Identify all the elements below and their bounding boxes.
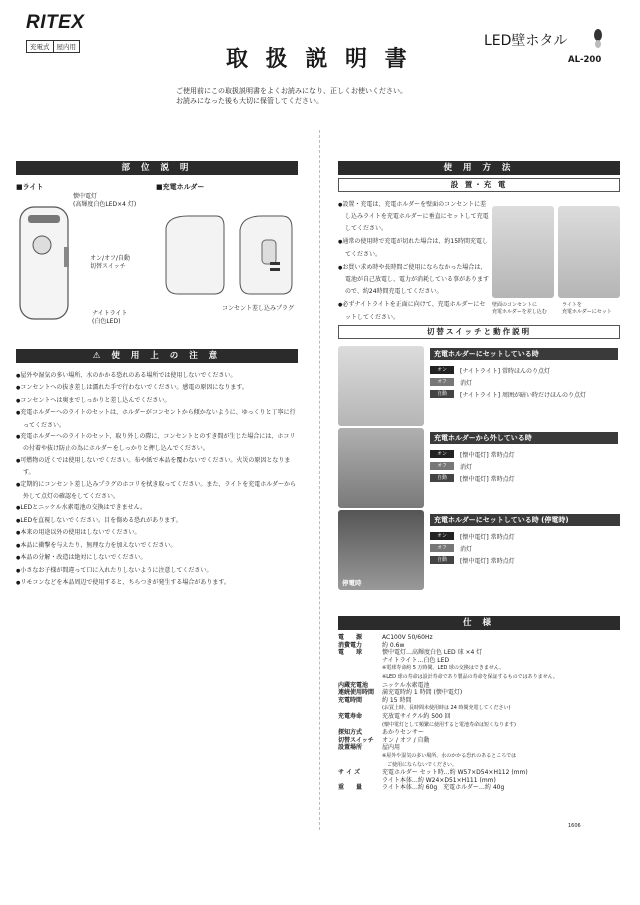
spec-row (338, 744, 620, 752)
document-title: 取 扱 説 明 書 (226, 47, 412, 72)
model-number: AL-200 (568, 55, 602, 65)
usage-section-header: 使 用 方 法 (338, 161, 620, 175)
mode-tag-off: オフ (430, 544, 454, 552)
spec-value: ※電球寿命約 5 万時間。LED 球の交換はできません。 (382, 665, 505, 672)
holder-label: ■充電ホルダー (156, 183, 205, 191)
callout-night-sub: (白色LED) (92, 318, 121, 325)
spec-key: 内蔵充電池 (338, 681, 369, 689)
spec-row (338, 697, 620, 705)
mode-row-auto (430, 472, 618, 484)
spec-value: 充電ホルダー セット時…約 W57×D54×H112 (mm) (382, 769, 528, 777)
caption-outlet (492, 302, 547, 315)
print-code: 1606 (568, 823, 581, 829)
mode-text: [ナイトライト] 常時ほんのり点灯 (460, 367, 550, 375)
column-divider (319, 130, 320, 830)
spec-row (338, 649, 620, 657)
spec-value: (お買上時、長時間未使用時は 24 時間充電してください) (382, 705, 511, 712)
caption-set (562, 302, 612, 315)
usage-list (338, 199, 490, 325)
mode-text: 消灯 (460, 545, 473, 553)
spec-key: 連続使用時間 (338, 689, 375, 697)
caution-item: ● 可燃物の近くでは使用しないでください。布や紙で本品を覆わないでください。火災の原因となります。 (16, 455, 300, 479)
mode-text: 消灯 (460, 379, 473, 387)
product-name: LED壁ホタル (484, 33, 568, 49)
caution-item: ● 充電ホルダーへのライトのセット、取り外しの際に、コンセントとのすき間が生じた場合には、ホコリの付着や抜け防止の為にホルダーをしっかりと押し込んでください。 (16, 431, 300, 455)
spec-row (338, 634, 620, 642)
outage-photo-label: 停電時 (342, 579, 362, 587)
parts-section-header: 部 位 説 明 (16, 161, 298, 175)
spec-key: サ イ ズ (338, 769, 361, 777)
modes-subheader: 切替スイッチと動作説明 (338, 325, 620, 339)
spec-row (338, 704, 620, 713)
spec-value: 屋内用 (382, 744, 401, 752)
mode-tag-on: オン (430, 532, 454, 540)
caution-item: ● LEDを直視しないでください。目を傷める恐れがあります。 (16, 515, 300, 527)
mode-tag-auto: 自動 (430, 474, 454, 482)
mode-row-on (430, 530, 620, 542)
mode-row-auto (430, 388, 618, 400)
spec-value: ※LED 球の寿命は設計寿命であり製品の寿命を保証するものではありません。 (382, 673, 558, 680)
firefly-icon (591, 28, 605, 50)
light-label: ■ライト (16, 183, 44, 191)
mode-tag-auto: 自動 (430, 390, 454, 398)
mode-tag-on: オン (430, 450, 454, 458)
callout-switch-label: オン/オフ/自動 (90, 255, 130, 262)
spec-row (338, 689, 620, 697)
spec-key: 充電寿命 (338, 712, 363, 720)
spec-value: 充放電サイクル約 500 回 (382, 712, 451, 720)
spec-section-header: 仕 様 (338, 616, 620, 630)
spec-value: ご使用にならないでください。 (382, 761, 458, 768)
mode-tag-on: オン (430, 366, 454, 374)
product-tags (26, 40, 79, 53)
spec-value: ライト本体…約 60g 充電ホルダー…約 40g (382, 784, 505, 792)
spec-key: 充電時間 (338, 696, 363, 704)
caution-item: ● コンセントへは奥までしっかりと差し込んでください。 (16, 395, 300, 407)
tag-rechargeable: 充電式 (26, 40, 54, 53)
caution-item: ● コンセントへの抜き差しは濡れた手で行わないでください。感電の原因になります。 (16, 382, 300, 394)
caution-item: ● 本来の用途以外の使用はしないでください。 (16, 527, 300, 539)
mode-block-set (430, 348, 618, 400)
mode-text: [ナイトライト] 周囲が暗い時だけほんのり点灯 (460, 391, 586, 399)
caution-item: ● 本品に衝撃を与えたり、無理な力を加えないでください。 (16, 540, 300, 552)
spec-value: ※屋外や湿気の多い場所、水のかかる恐れのあるところでは (382, 752, 517, 759)
mode-row-on (430, 364, 618, 376)
mode-photo-removed (338, 428, 424, 508)
caption-outlet-2: 充電ホルダーを差し込む (492, 308, 547, 315)
usage-item: ● 必ずナイトライトを正面に向けて、充電ホルダーにセットしてください。 (338, 299, 490, 323)
caption-outlet-1: 壁面のコンセントに (492, 302, 538, 308)
spec-table (338, 634, 620, 792)
caution-section-header: ⚠ 使 用 上 の 注 意 (16, 349, 298, 363)
spec-value: 約 0.6w (382, 641, 405, 649)
spec-row (338, 721, 620, 730)
spec-value: AC100V 50/60Hz (382, 634, 433, 641)
mode-text: [懐中電灯] 常時点灯 (460, 557, 515, 565)
spec-row (338, 752, 620, 761)
spec-row (338, 784, 620, 792)
mode-photo-set (338, 346, 424, 426)
mode-row-on (430, 448, 618, 460)
mode-tag-auto: 自動 (430, 556, 454, 564)
spec-value: ナイトライト…白色 LED (382, 656, 450, 664)
mode-row-auto (430, 554, 620, 566)
install-photo-outlet (492, 206, 554, 298)
spec-key: 設置場所 (338, 744, 363, 752)
caution-item: ● LEDとニッケル水素電池の交換はできません。 (16, 502, 300, 514)
spec-key: 消費電力 (338, 641, 363, 649)
spec-key: 電 球 (338, 649, 363, 657)
spec-value: 懐中電灯…高輝度白色 LED 球 ×4 灯 (382, 649, 483, 657)
mode-row-off (430, 542, 620, 554)
spec-row (338, 761, 620, 770)
caution-item: ● 本品の分解・改造は絶対にしないでください。 (16, 552, 300, 564)
spec-value: ライト本体…約 W24×D51×H111 (mm) (382, 776, 496, 784)
callout-switch-sub: 切替スイッチ (90, 263, 126, 270)
spec-row (338, 737, 620, 745)
spec-key: 探知方式 (338, 729, 363, 737)
callout-night (92, 310, 127, 326)
callout-torch-label: 懐中電灯 (73, 193, 98, 200)
mode-text: [懐中電灯] 常時点灯 (460, 475, 515, 483)
callout-switch (90, 255, 130, 271)
caution-item: ● 定期的にコンセント差し込みプラグのホコリを拭き取ってください。また、ライトを充電ホルダーから外して点灯の確認をしてください。 (16, 479, 300, 503)
install-subheader: 設 置・充 電 (338, 178, 620, 192)
caution-item: ● リモコンなどを本品周辺で使用すると、ちらつきが発生する場合があります。 (16, 577, 300, 589)
light-illustration (14, 205, 74, 325)
mode-text: 消灯 (460, 463, 473, 471)
brand-logo: RITEX (26, 12, 85, 33)
spec-row (338, 664, 620, 673)
mode-tag-off: オフ (430, 462, 454, 470)
mode-block-removed (430, 432, 618, 484)
spec-value: あかりセンサー (382, 729, 425, 737)
mode-block-outage (430, 514, 620, 566)
usage-item: ● 通常の使用時で充電が切れた場合は、約15時間充電してください。 (338, 236, 490, 260)
install-photo-set (558, 206, 620, 298)
usage-item: ● 設置・充電は、充電ホルダーを壁面のコンセントに差し込みライトを充電ホルダーに垂直にセットして充電してください。 (338, 199, 490, 234)
spec-key: 切替スイッチ (338, 736, 374, 744)
callout-night-label: ナイトライト (92, 310, 128, 317)
tag-indoor: 屋内用 (53, 40, 81, 53)
mode-heading: 充電ホルダーにセットしている時 (停電時) (430, 514, 620, 526)
caption-set-2: 充電ホルダーにセット (562, 308, 612, 315)
spec-row (338, 673, 620, 682)
spec-value: 約 15 時間 (382, 696, 412, 704)
caution-item: ● 小さなお子様が間違って口に入れたりしないように注意してください。 (16, 565, 300, 577)
spec-row (338, 729, 620, 737)
spec-value: ニッケル水素電池 (382, 681, 430, 689)
spec-key: 電 源 (338, 634, 363, 641)
intro-line-2: お読みになった後も大切に保管してください。 (176, 97, 323, 105)
callout-torch (73, 193, 136, 209)
spec-key: 重 量 (338, 784, 363, 792)
caution-item: ● 充電ホルダーへのライトのセットは、ホルダーがコンセントから傾かないように、ゆっくりと丁寧に行ってください。 (16, 407, 300, 431)
mode-text: [懐中電灯] 常時点灯 (460, 451, 515, 459)
callout-plug: コンセント差し込みプラグ (222, 305, 295, 312)
caution-list (16, 370, 300, 589)
callout-torch-sub: (高輝度白色LED×4 灯) (73, 201, 137, 208)
holder-illustration (158, 210, 298, 300)
spec-row (338, 657, 620, 665)
mode-tag-off: オフ (430, 378, 454, 386)
spec-row (338, 682, 620, 690)
usage-item: ● お買い求め時や長時間ご使用にならなかった場合は、電池が自己放電し、電力が消耗している事がありますので、約24時間充電してください。 (338, 262, 490, 297)
spec-value: オン / オフ / 自動 (382, 736, 430, 744)
spec-row (338, 769, 620, 777)
mode-row-off (430, 376, 618, 388)
spec-row (338, 713, 620, 721)
mode-text: [懐中電灯] 常時点灯 (460, 533, 515, 541)
caution-item: ● 屋外や湿気の多い場所、水のかかる恐れのある場所では使用しないでください。 (16, 370, 300, 382)
intro-text (176, 86, 407, 106)
intro-line-1: ご使用前にこの取扱説明書をよくお読みになり、正しくお使いください。 (176, 87, 407, 95)
mode-heading: 充電ホルダーから外している時 (430, 432, 618, 444)
mode-heading: 充電ホルダーにセットしている時 (430, 348, 618, 360)
caption-set-1: ライトを (562, 302, 582, 308)
spec-value: 満充電時約 1 時間 (懐中電灯) (382, 689, 463, 697)
spec-value: (懐中電灯として頻繁に使用すると電池寿命は短くなります) (382, 721, 516, 728)
mode-row-off (430, 460, 618, 472)
